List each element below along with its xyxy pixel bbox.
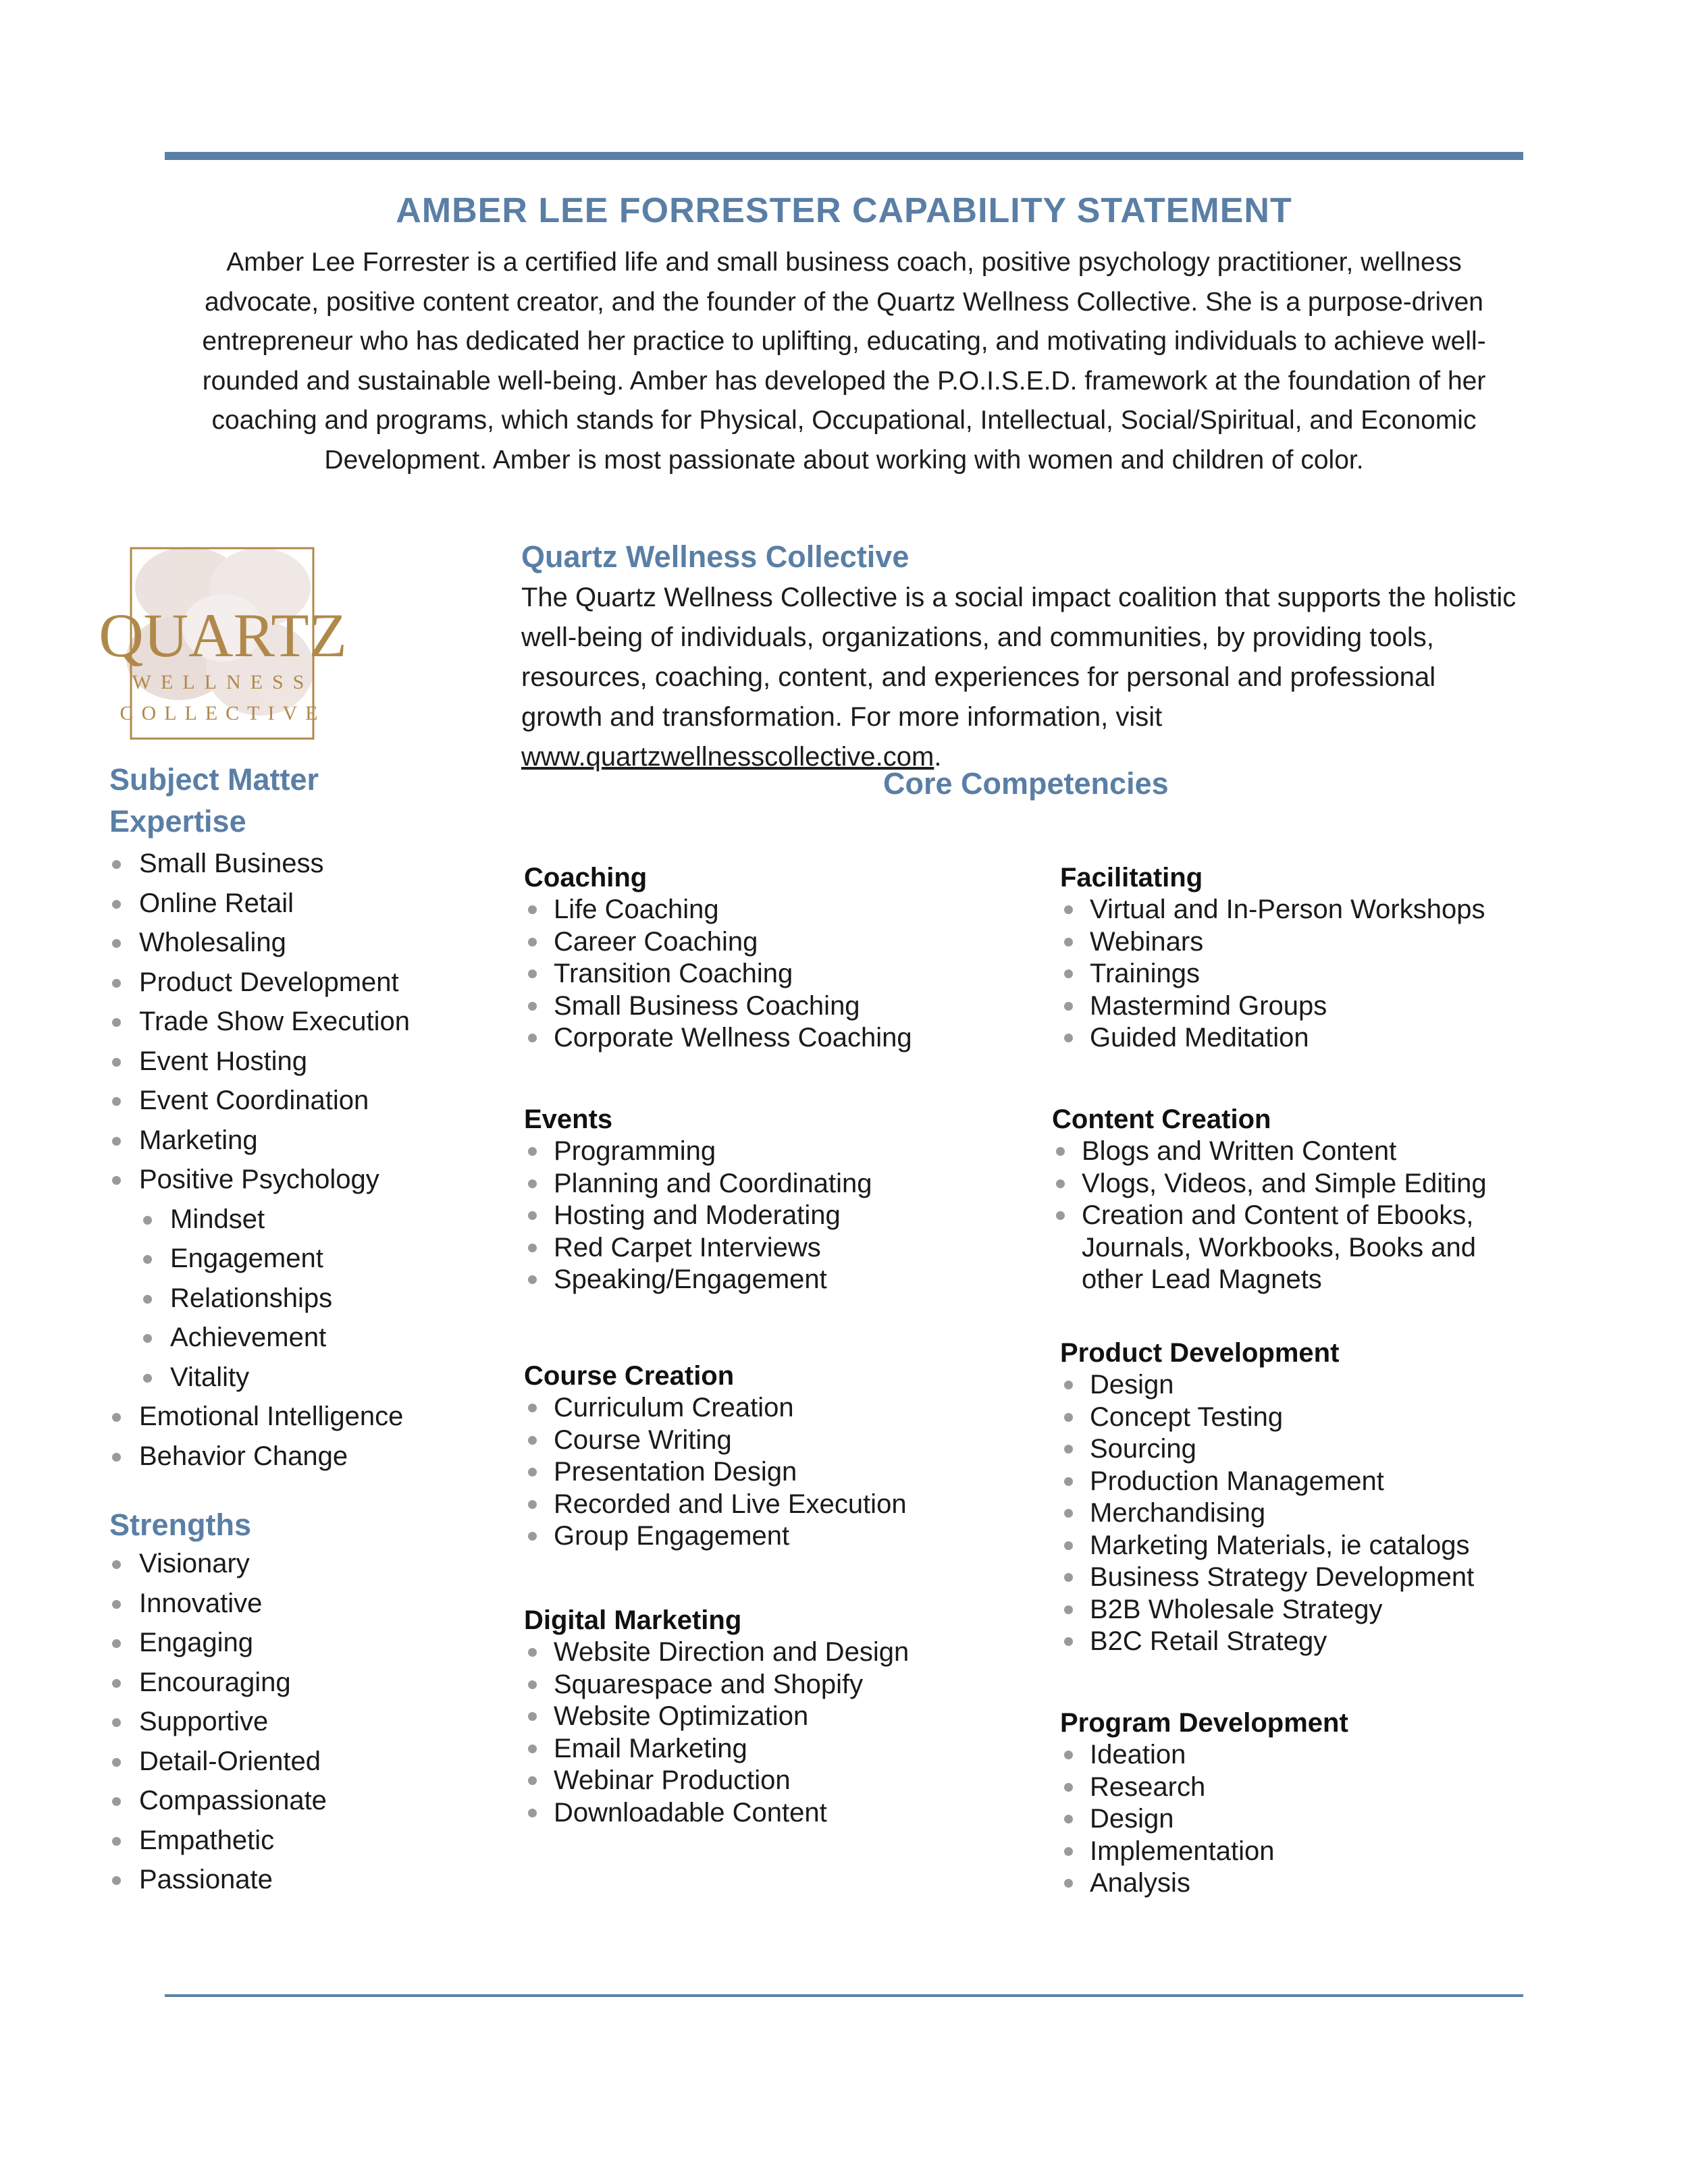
strengths-heading: Strengths xyxy=(109,1508,252,1542)
qwc-website-link[interactable]: www.quartzwellnesscollective.com xyxy=(521,742,934,772)
subject-matter-item: Event Hosting xyxy=(109,1042,410,1082)
intro-paragraph: Amber Lee Forrester is a certified life and small business coach, positive psychology practitioner, wellness advocate, positive content creator, and the founder of the Quartz Wellness Collective. She is a purpose-driven entrepreneur who has dedicated her practice to uplifting, educating, and motivating individuals to achieve well-rounded and sustainable well-being. Amber has developed the P.O.I.S.E.D. framework at the foundation of her coaching and programs, which stands for Physical, Occupational, Intellectual, Social/Spiritual, and Economic Development. Amber is most passionate about working with women and children of color. xyxy=(202,248,1486,475)
competency-item: Website Optimization xyxy=(524,1701,1010,1733)
competency-item: B2B Wholesale Strategy xyxy=(1060,1594,1546,1626)
competency-item: B2C Retail Strategy xyxy=(1060,1626,1546,1658)
strength-item: Encouraging xyxy=(109,1663,327,1703)
strength-item: Innovative xyxy=(109,1584,327,1624)
cc-product-development xyxy=(1060,1337,1546,1658)
competency-item: Career Coaching xyxy=(524,926,1010,959)
core-competencies-heading: Core Competencies xyxy=(883,766,1169,801)
strength-item: Engaging xyxy=(109,1623,327,1663)
strengths-list xyxy=(109,1544,327,1900)
competency-item: Analysis xyxy=(1060,1867,1546,1900)
competency-item: Marketing Materials, ie catalogs xyxy=(1060,1530,1546,1562)
competency-item: Transition Coaching xyxy=(524,958,1010,990)
subject-matter-item: Behavior Change xyxy=(109,1437,410,1476)
cc-program-development xyxy=(1060,1707,1546,1900)
subject-matter-item: Product Development xyxy=(109,963,410,1003)
competency-list xyxy=(524,1392,1010,1553)
competency-item: Corporate Wellness Coaching xyxy=(524,1022,1010,1055)
strength-item: Compassionate xyxy=(109,1781,327,1821)
qwc-heading: Quartz Wellness Collective xyxy=(521,539,909,574)
competency-item: Curriculum Creation xyxy=(524,1392,1010,1424)
cc-events xyxy=(524,1103,1010,1296)
subject-matter-item: Wholesaling xyxy=(109,923,410,963)
svg-text:QUARTZ: QUARTZ xyxy=(99,601,347,670)
subject-matter-item: Online Retail xyxy=(109,884,410,924)
competency-item: Website Direction and Design xyxy=(524,1636,1010,1669)
strength-item: Detail-Oriented xyxy=(109,1742,327,1782)
competency-item: Trainings xyxy=(1060,958,1546,990)
competency-item: Vlogs, Videos, and Simple Editing xyxy=(1052,1168,1538,1200)
subject-matter-item: Trade Show Execution xyxy=(109,1002,410,1042)
bottom-rule xyxy=(165,1994,1523,1997)
strength-item: Empathetic xyxy=(109,1821,327,1861)
competency-item: Programming xyxy=(524,1136,1010,1168)
competency-item: Red Carpet Interviews xyxy=(524,1232,1010,1264)
competency-item: Blogs and Written Content xyxy=(1052,1136,1538,1168)
competency-item: Recorded and Live Execution xyxy=(524,1489,1010,1521)
competency-item: Ideation xyxy=(1060,1739,1546,1772)
subject-matter-item: Positive Psychology xyxy=(109,1160,410,1200)
competency-item: Group Engagement xyxy=(524,1520,1010,1553)
subject-matter-item: Mindset xyxy=(109,1200,410,1240)
cc-section-title: Product Development xyxy=(1060,1338,1340,1368)
competency-list xyxy=(524,1136,1010,1296)
competency-item: Creation and Content of Ebooks, Journals, Workbooks, Books and other Lead Magnets xyxy=(1052,1200,1514,1296)
subject-matter-item: Marketing xyxy=(109,1121,410,1161)
competency-item: Hosting and Moderating xyxy=(524,1200,1010,1232)
svg-text:COLLECTIVE: COLLECTIVE xyxy=(120,702,326,724)
competency-item: Implementation xyxy=(1060,1836,1546,1868)
competency-item: Email Marketing xyxy=(524,1733,1010,1765)
cc-section-title: Content Creation xyxy=(1052,1104,1271,1134)
subject-matter-item: Emotional Intelligence xyxy=(109,1397,410,1437)
page-title: AMBER LEE FORRESTER CAPABILITY STATEMENT xyxy=(396,191,1292,230)
cc-section-title: Program Development xyxy=(1060,1708,1348,1738)
competency-list xyxy=(1060,894,1546,1055)
competency-item: Small Business Coaching xyxy=(524,990,1010,1023)
competency-item: Business Strategy Development xyxy=(1060,1562,1546,1594)
competency-item: Guided Meditation xyxy=(1060,1022,1546,1055)
competency-item: Course Writing xyxy=(524,1424,1010,1457)
competency-item: Sourcing xyxy=(1060,1433,1546,1466)
top-rule xyxy=(165,152,1523,160)
cc-section-title: Course Creation xyxy=(524,1361,735,1391)
subject-matter-item: Vitality xyxy=(109,1358,410,1397)
strength-item: Passionate xyxy=(109,1860,327,1900)
competency-item: Speaking/Engagement xyxy=(524,1264,1010,1296)
competency-list xyxy=(1060,1739,1546,1900)
cc-digital-marketing xyxy=(524,1604,1010,1829)
competency-item: Webinar Production xyxy=(524,1765,1010,1797)
competency-item: Presentation Design xyxy=(524,1456,1010,1489)
cc-course-creation xyxy=(524,1360,1010,1553)
competency-item: Design xyxy=(1060,1369,1546,1402)
subject-matter-item: Achievement xyxy=(109,1318,410,1358)
svg-text:WELLNESS: WELLNESS xyxy=(132,671,314,693)
competency-list xyxy=(524,1636,1010,1829)
competency-item: Mastermind Groups xyxy=(1060,990,1546,1023)
subject-matter-item: Relationships xyxy=(109,1279,410,1319)
quartz-logo xyxy=(99,533,347,749)
competency-item: Virtual and In-Person Workshops xyxy=(1060,894,1546,926)
subject-matter-item: Engagement xyxy=(109,1239,410,1279)
competency-item: Concept Testing xyxy=(1060,1402,1546,1434)
qwc-description: The Quartz Wellness Collective is a social impact coalition that supports the holistic well-being of individuals, organizations, and communities, by providing tools, resources, coaching, content, and experiences for personal and professional growth and transformation. For more information, visit www.quartzwellnesscollective.com. xyxy=(521,583,1516,772)
cc-content-creation xyxy=(1052,1103,1538,1296)
cc-section-title: Digital Marketing xyxy=(524,1605,742,1635)
cc-section-title: Events xyxy=(524,1104,613,1134)
competency-list xyxy=(524,894,1010,1055)
competency-item: Design xyxy=(1060,1803,1546,1836)
strength-item: Visionary xyxy=(109,1544,327,1584)
competency-item: Merchandising xyxy=(1060,1497,1546,1530)
competency-item: Production Management xyxy=(1060,1466,1546,1498)
competency-list xyxy=(1060,1369,1546,1658)
cc-facilitating xyxy=(1060,861,1546,1055)
cc-section-title: Facilitating xyxy=(1060,863,1203,893)
competency-list xyxy=(1052,1136,1538,1296)
competency-item: Life Coaching xyxy=(524,894,1010,926)
competency-item: Squarespace and Shopify xyxy=(524,1669,1010,1701)
competency-item: Downloadable Content xyxy=(524,1797,1010,1830)
competency-item: Webinars xyxy=(1060,926,1546,959)
subject-matter-item: Event Coordination xyxy=(109,1081,410,1121)
cc-coaching xyxy=(524,861,1010,1055)
cc-section-title: Coaching xyxy=(524,863,648,893)
competency-item: Research xyxy=(1060,1772,1546,1804)
competency-item: Planning and Coordinating xyxy=(524,1168,1010,1200)
subject-matter-heading: Subject Matter Expertise xyxy=(109,762,319,838)
subject-matter-item: Small Business xyxy=(109,844,410,884)
strength-item: Supportive xyxy=(109,1702,327,1742)
subject-matter-list xyxy=(109,844,410,1476)
